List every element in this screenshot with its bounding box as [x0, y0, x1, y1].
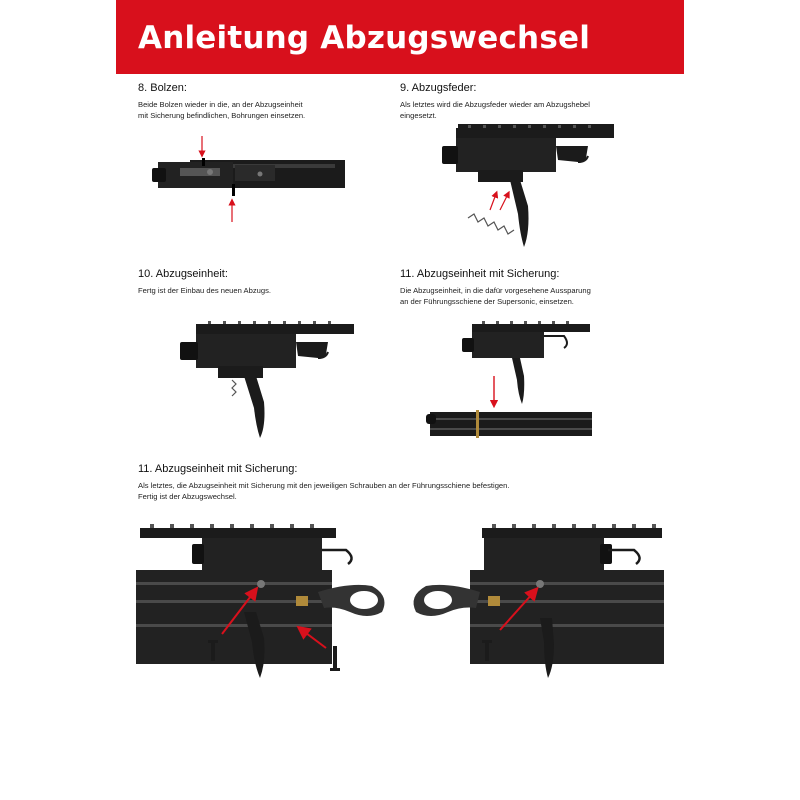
figure-step-8: [150, 132, 350, 227]
safety-lever-hole-left: [350, 591, 378, 609]
step-10-text-line-1: Fertg ist der Einbau des neuen Abzugs.: [138, 286, 271, 295]
step-9: [400, 82, 680, 121]
figure-step-11b-right: [408, 520, 664, 682]
guide-rail: [426, 410, 592, 438]
step-11b-title: 11. Abzugseinheit mit Sicherung:: [138, 463, 298, 475]
figure-step-10: [178, 318, 358, 443]
step-11b-text-line-2: Fertig ist der Abzugswechsel.: [138, 492, 237, 501]
step-8-text: [138, 99, 388, 121]
figure-step-11a: [424, 318, 594, 443]
rail-assembly-right: [470, 524, 664, 664]
figure-step-11b-left: [136, 520, 394, 682]
step-9-text-line-1: Als letztes wird die Abzugsfeder wieder am Abzugshebel: [400, 100, 590, 109]
step-11a: [400, 268, 680, 307]
trigger-unit: [442, 124, 614, 182]
step-11a-text-line-2: an der Führungsschiene der Supersonic, einsetzen.: [400, 297, 574, 306]
step-11a-title: 11. Abzugseinheit mit Sicherung:: [400, 268, 560, 280]
trigger-unit-above-rail: [462, 321, 590, 404]
step-10-title: 10. Abzugseinheit:: [138, 268, 228, 280]
page-title: Anleitung Abzugswechsel: [138, 20, 591, 56]
step-8: [138, 82, 388, 121]
step-11b: [138, 463, 678, 502]
step-9-title: 9. Abzugsfeder:: [400, 82, 477, 94]
step-8-title: 8. Bolzen:: [138, 82, 187, 94]
assembled-trigger-unit: [180, 321, 354, 438]
figure-step-9: [438, 122, 618, 252]
trigger-lever: [510, 180, 529, 247]
step-8-text-line-1: Beide Bolzen wieder in die, an der Abzugseinheit: [138, 100, 303, 109]
step-10-text: [138, 285, 388, 296]
header-bar: [116, 0, 684, 74]
trigger-spring: [468, 214, 514, 234]
step-11a-text: [400, 285, 680, 307]
arrow-spring-1: [490, 194, 496, 210]
arrow-spring-2: [500, 194, 508, 210]
safety-lever-hole-right: [424, 591, 452, 609]
step-10: [138, 268, 388, 296]
step-11b-text-line-1: Als letztes, die Abzugseinheit mit Sicherung mit den jeweiligen Schrauben an der Führungsschiene befestigen.: [138, 481, 510, 490]
trigger-unit-bottom-view: [152, 160, 345, 188]
step-11b-text: [138, 480, 678, 502]
step-11a-text-line-1: Die Abzugseinheit, in die dafür vorgesehene Aussparung: [400, 286, 591, 295]
step-8-text-line-2: mit Sicherung befindlichen, Bohrungen einsetzen.: [138, 111, 306, 120]
step-9-text-line-2: eingesetzt.: [400, 111, 437, 120]
step-9-text: [400, 99, 680, 121]
